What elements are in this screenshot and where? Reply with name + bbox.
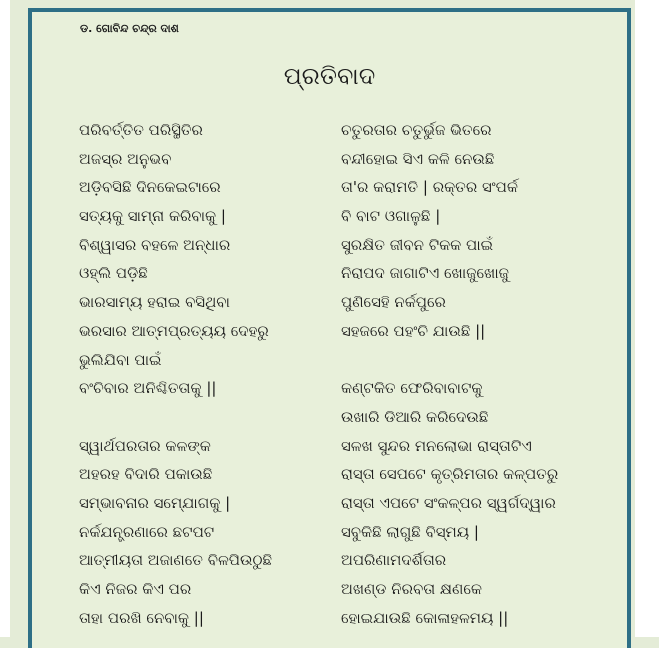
poem-line: ହୋଇଯାଉଛି କୋଳାହଳମୟ ||	[341, 608, 509, 627]
poem-line: ପୁଣିସେହି ନର୍କପୁରେ	[341, 293, 446, 312]
poem-line: ତାହା ପରଖି ନେବାକୁ ||	[79, 608, 204, 627]
poem-line: କଣ୍ଟକିତ ଫେରିବାବାଟକୁ	[341, 379, 483, 398]
poem-line: ସ୍ୱାର୍ଥପରତାର କଳଙ୍କ	[79, 436, 211, 455]
poem-line: ନିରାପଦ ଜାଗାଟିଏ ଖୋଜୁଖୋଜୁ	[341, 264, 510, 283]
poem-line: ପରିବର୍ତ୍ତିତ ପରିସ୍ଥିତିର	[79, 121, 203, 139]
author-name: ଡ. ଗୋବିନ୍ଦ ଚନ୍ଦ୍ର ଦାଶ	[80, 22, 179, 35]
poem-left-column	[79, 116, 272, 632]
document-page	[28, 8, 631, 648]
poem-line: ସବୁକିଛି ଲାଗୁଛି ବିସ୍ମୟ |	[341, 522, 479, 541]
poem-line: ଭରସାର ଆତ୍ମପ୍ରତ୍ୟୟ ଦେହରୁ	[79, 321, 269, 340]
poem-line: ବଂଚିବାର ଅନିଶ୍ଚିତତାକୁ ||	[79, 379, 217, 398]
poem-line: ଅହରହ ବିଦାରି ପକାଉଛି	[79, 465, 213, 484]
poem-line: ଭାରସାମ୍ୟ ହରାଇ ବସିଥିବା	[79, 293, 230, 312]
poem-line: ରାସ୍ତା ସେପଟେ କୃତ୍ରିମତାର କଳ୍ପତରୁ	[341, 465, 559, 484]
poem-title: ପ୍ରତିବାଦ	[283, 62, 376, 90]
poem-line: ସଳଖ ସୁନ୍ଦର ମନଲୋଭା ରାସ୍ତାଟିଏ	[341, 436, 532, 455]
poem-right-column	[341, 116, 558, 632]
poem-line: ଆତ୍ମୀୟତା ଅଜାଣତେ ବିଳପିଉଠୁଛି	[79, 551, 273, 570]
poem-line: ବିଶ୍ୱାସର ବହଳେ ଅନ୍ଧାର	[79, 235, 231, 254]
poem-line: ସହଜରେ ପହଂଚି ଯାଉଛି ||	[341, 321, 486, 340]
poem-line: ରାସ୍ତା ଏପଟେ ସଂକଳ୍ପର ସ୍ୱର୍ଗଦ୍ୱାର	[341, 493, 556, 512]
poem-line: ଭୁଲିଯିବା ପାଇଁ	[79, 350, 162, 369]
poem-line: ସତ୍ୟକୁ ସାମ୍ନା କରିବାକୁ |	[79, 207, 226, 226]
poem-line: ଅଜସ୍ର ଅନୁଭବ	[79, 149, 172, 168]
poem-line: ତା'ର କରାମତି | ରକ୍ତର ସଂପର୍କ	[341, 178, 518, 197]
poem-line: ଅପରିଣାମଦର୍ଶିତାର	[341, 551, 447, 570]
poem-line: ଅଡ଼ିବସିଛି ଦିନକେଇଟାରେ	[79, 178, 221, 197]
poem-line: ଓହ୍ଲି ପଡ଼ିଛି	[79, 264, 148, 283]
poem-line: ଉଖାରି ଡିଆରି କରିଦେଉଛି	[341, 407, 489, 426]
poem-line: ଚତୁରତାର ଚତୁର୍ଭୁଜ ଭିତରେ	[341, 121, 492, 139]
window-margin-right	[635, 0, 659, 637]
poem-line: ସମ୍ଭାବନାର ସମ୍ଯୋଗକୁ |	[79, 493, 231, 512]
poem-line: ବି ବାଟ ଓଗାଳୁଛି |	[341, 207, 441, 226]
window-margin-left	[0, 0, 10, 637]
poem-line: ବନ୍ଦୀହୋଇ ସିଏ କଳି ନେଉଛି	[341, 149, 495, 168]
poem-line: ଅଖଣ୍ଡ ନିରବତା କ୍ଷଣକେ	[341, 580, 482, 598]
stanza-break	[341, 346, 558, 375]
poem-line: କିଏ ନିଜର କିଏ ପର	[79, 580, 192, 598]
poem-line: ସୁରକ୍ଷିତ ଜୀବନ ଟିକକ ପାଇଁ	[341, 235, 494, 254]
stanza-break	[79, 403, 272, 432]
poem-line: ନର୍କଯନ୍ତ୍ରଣାରେ ଛଟପଟ	[79, 522, 215, 541]
